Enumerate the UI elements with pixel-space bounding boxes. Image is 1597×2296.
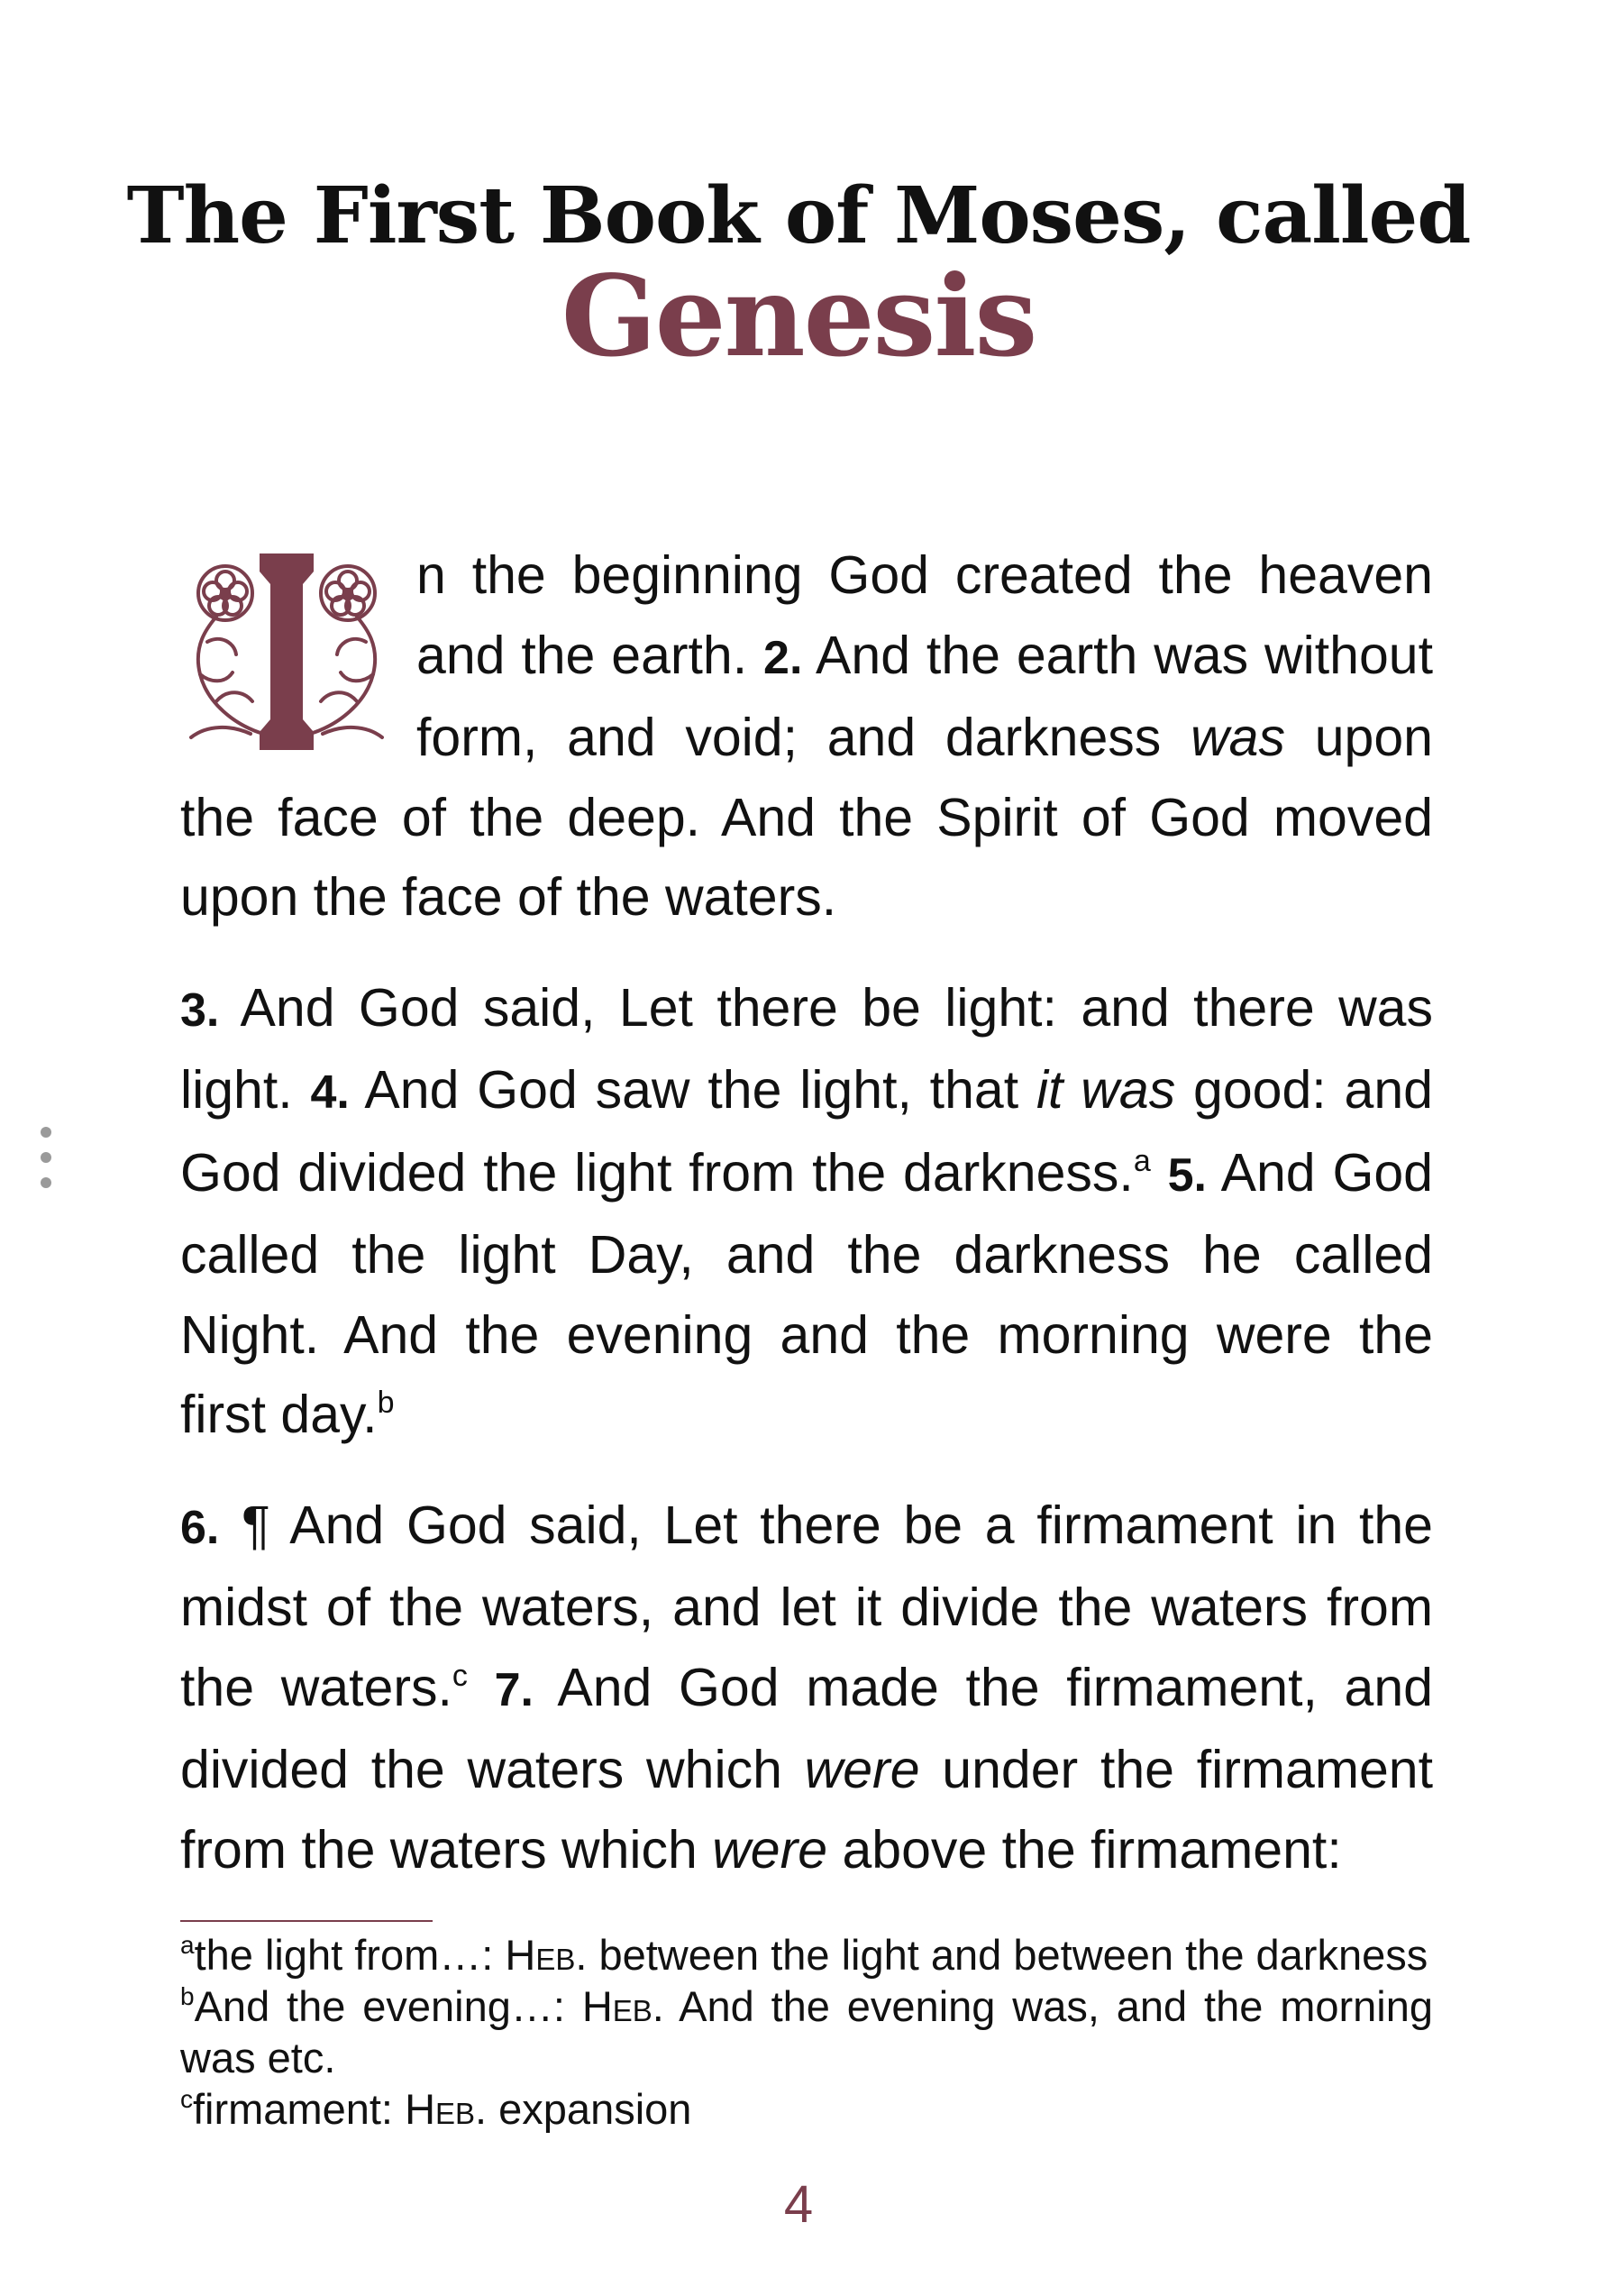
verse-text: above the firmament: [827,1819,1342,1880]
verse-paragraph [180,1486,1433,1890]
menu-dot [41,1152,51,1163]
footnote-reference: the light from…: [194,1931,494,1979]
footnote [180,2083,1433,2135]
verse-number: 3. [180,983,220,1037]
verse-text: n the beginning God created the heaven and the earth. [416,545,1433,685]
verse-text: upon the face of the deep. And the Spirit of God moved upon the face of the waters. [180,708,1433,927]
footnote-marker: a [180,1931,195,1959]
footnote-reference-mark[interactable]: a [1133,1143,1151,1178]
footnotes [180,1929,1433,2135]
hebrew-label: Heb. [505,1931,588,1979]
verse-number: 6. [180,1501,220,1554]
footnote [180,1929,1433,1980]
more-vertical-icon[interactable] [36,1127,56,1188]
verse-text: And the earth was without form, and void; and darkness [416,625,1433,767]
menu-dot [41,1177,51,1188]
footnote-reference: And the evening…: [194,1982,565,2030]
hebrew-label: Heb. [581,1982,664,2030]
hebrew-label: Heb. [405,2085,488,2133]
verse-number: 7. [494,1663,534,1716]
footnote-divider [180,1920,433,1922]
footnote-reference-mark[interactable]: c [452,1658,468,1693]
footnote-marker: b [180,1982,195,2010]
footnote-marker: c [180,2085,193,2113]
verse-text: And God said, Let there be light: and there was light. [180,977,1433,1120]
verse-text: And God made the firmament, and divided the waters which [180,1657,1433,1799]
footnote-reference-mark[interactable]: b [377,1386,395,1420]
footnote-text: expansion [498,2085,692,2133]
italic-supplied-word: it was [1036,1060,1176,1120]
page-number: 4 [783,2175,814,2234]
italic-supplied-word: were [804,1740,920,1799]
book-name: Genesis [561,252,1036,382]
verse-text: good: and God divided the light from the darkness. [180,1060,1433,1203]
chapter-heading [0,171,1597,380]
verse-number: 2. [763,631,803,684]
footnote-text: between the light and between the darkness [598,1931,1428,1979]
italic-supplied-word: was [1191,708,1285,767]
footnote-text: And the evening was, and the morning was etc. [180,1982,1434,2081]
verse-number: 4. [310,1066,350,1119]
book-title-line: The First Book of Moses, called [126,170,1471,261]
italic-supplied-word: were [712,1819,828,1880]
ornamental-initial-icon [180,548,393,757]
verse-paragraph [180,968,1433,1455]
footnote [180,1980,1433,2083]
verse-number: 5. [1167,1148,1207,1202]
verse-text [468,1658,495,1717]
menu-dot [41,1127,51,1138]
scripture-text [180,535,1433,1920]
verse-text: And God saw the light, that [349,1060,1036,1120]
verse-text: ¶ And God said, Let there be a firmament in the midst of the waters, and let it divide the waters from the waters. [180,1495,1433,1717]
footnote-reference: firmament: [193,2085,393,2133]
verse-text [1151,1143,1168,1203]
verse-text: And God called the light Day, and the darkness he called Night. And the evening and the morning were the first day. [180,1142,1433,1444]
verse-text: under the firmament from the waters which [180,1740,1433,1880]
